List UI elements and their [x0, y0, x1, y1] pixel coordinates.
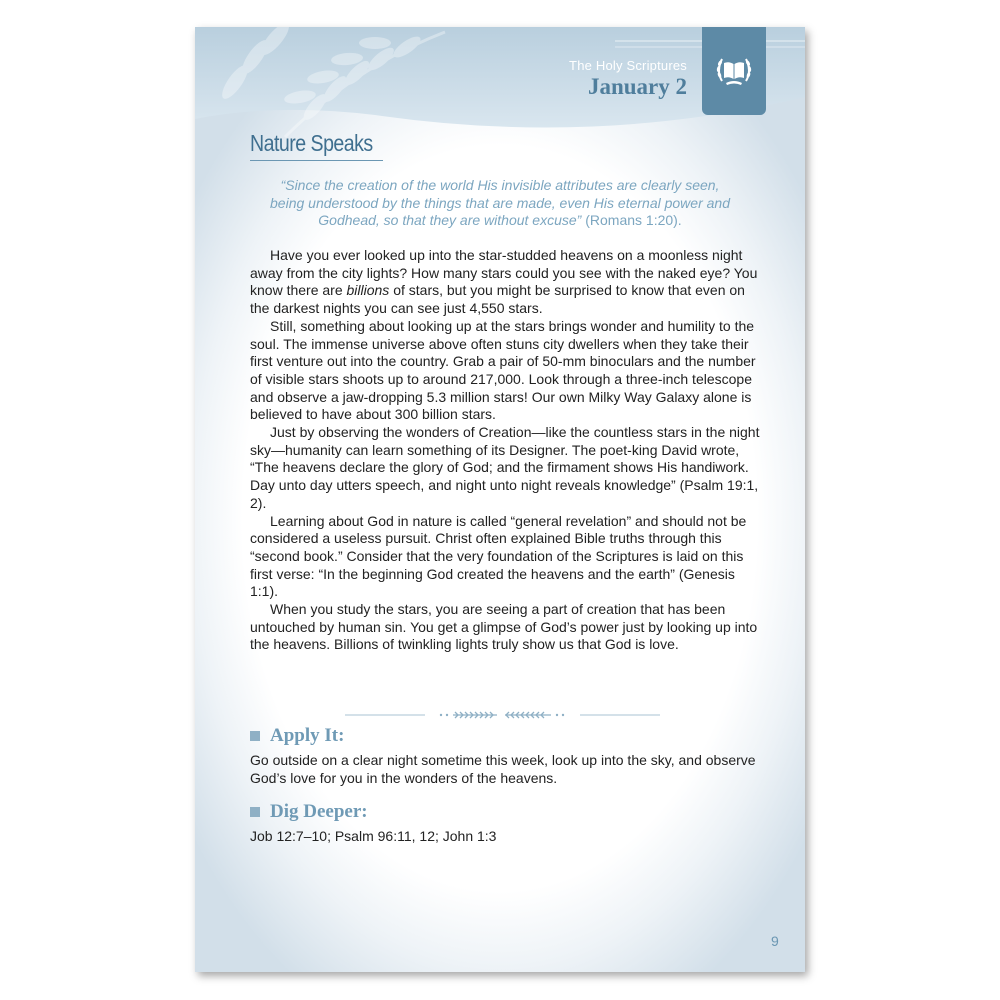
paragraph-text: of stars, but you might be surprised to know that even on the darkest nights you can see just 4,550 stars.: [250, 282, 745, 317]
square-bullet-icon: [250, 807, 260, 817]
paragraph-text: Have you ever looked up into the star-studded heavens on a moonless night away from the city lights? How many stars could you see with the naked eye? You know there are: [250, 247, 758, 299]
quote-reference: (Romans 1:20).: [585, 212, 682, 228]
book-page: [195, 27, 805, 972]
apply-it-text: Go outside on a clear night sometime this week, look up into the sky, and observe God’s love for you in the wonders of the heavens.: [250, 752, 756, 786]
square-bullet-icon: [250, 731, 260, 741]
scripture-quote: [265, 177, 735, 230]
paragraph: Still, something about looking up at the stars brings wonder and humility to the soul. The immense universe above often stuns city dwellers when they take their first venture out into the country. Grab a pair of 50-mm binoculars and the number of visible stars shoots up to around 217,000. Look through a three-inch telescope and observe a jaw-dropping 5.3 million stars! Our own Milky Way Galaxy alone is believed to have about 300 billion stars.: [250, 317, 756, 423]
header-tab: [702, 27, 766, 115]
dig-deeper-label: Dig Deeper:: [270, 801, 368, 822]
dig-deeper-text: Job 12:7–10; Psalm 96:11, 12; John 1:3: [250, 828, 497, 844]
paragraph: When you study the stars, you are seeing a part of creation that has been untouched by human sin. You get a glimpse of God’s power just by looking up into the heavens. Billions of twinkling lights truly show us that God is love.: [250, 601, 758, 653]
quote-text: “Since the creation of the world His invisible attributes are clearly seen, being understood by the things that are made, even His eternal power and Godhead, so that they are without excuse”: [270, 177, 730, 228]
ornament-divider-icon: [345, 707, 660, 723]
open-book-laurel-icon: [712, 49, 756, 93]
title-underline: [250, 160, 383, 161]
series-label: The Holy Scriptures: [569, 58, 687, 73]
paragraph: [250, 247, 760, 318]
page-number: 9: [771, 933, 779, 949]
emphasis-text: billions: [346, 282, 390, 299]
date-label: January 2: [587, 74, 687, 99]
article-title: Nature Speaks: [250, 130, 373, 156]
apply-it-heading: [250, 725, 344, 747]
paragraph: Just by observing the wonders of Creation—like the countless stars in the night sky—humanity can learn something of its Designer. The poet-king David wrote, “The heavens declare the glory of God; and the firmament shows His handiwork. Day unto day utters speech, and night unto night reveals knowledge” (Psalm 19:1, 2).: [250, 424, 760, 511]
article-body: [250, 247, 760, 654]
paragraph: Learning about God in nature is called “general revelation” and should not be considered a useless pursuit. Christ often explained Bible truths through this “second book.” Consider that the very foundation of the Scriptures is laid on this first verse: “In the beginning God created the heavens and the earth” (Genesis 1:1).: [250, 512, 747, 600]
apply-it-label: Apply It:: [270, 725, 345, 746]
dig-deeper-heading: [250, 801, 368, 823]
